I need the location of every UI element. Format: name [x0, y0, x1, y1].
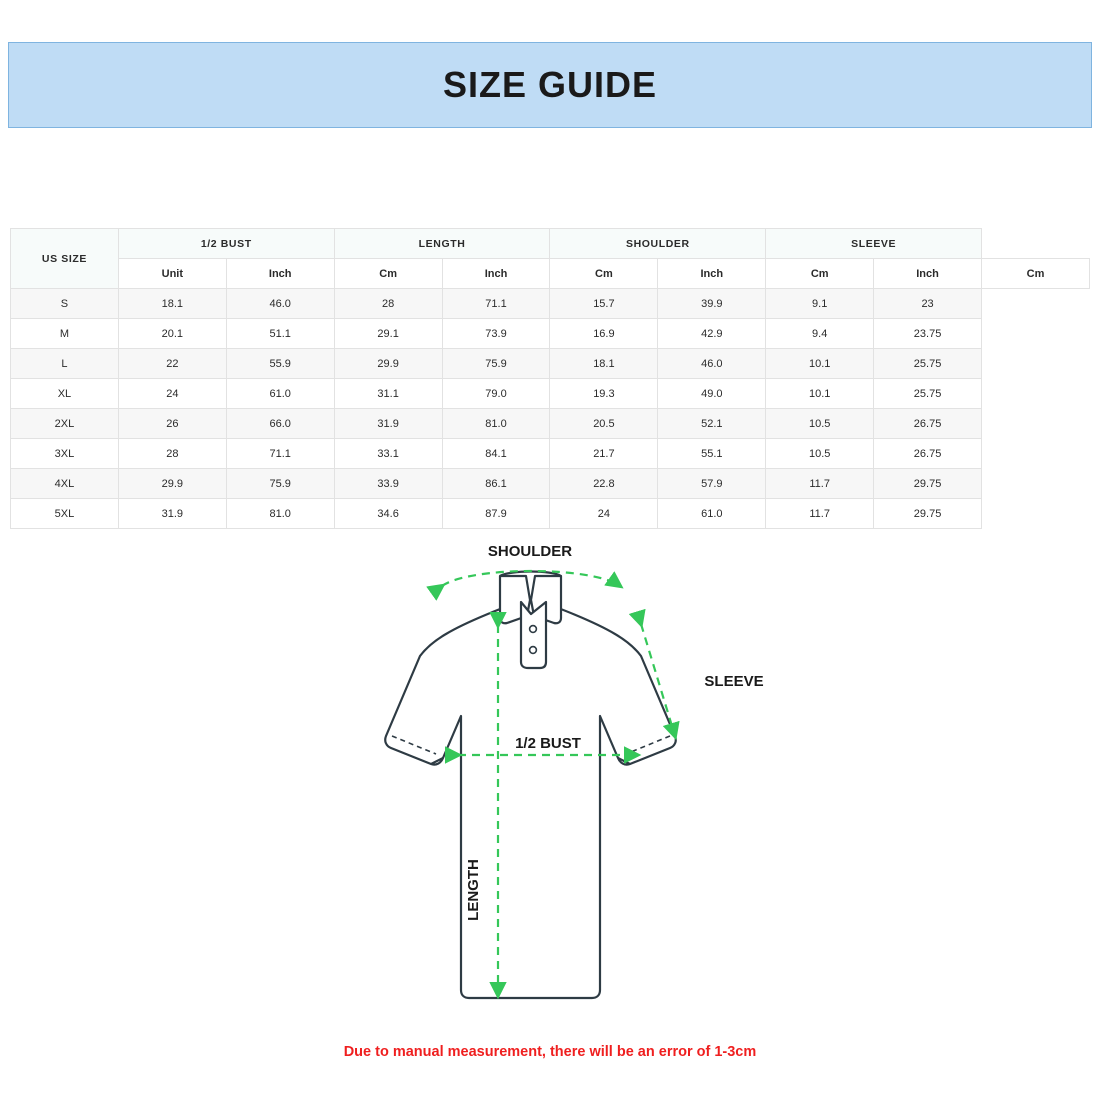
- unit-header-bust-inch: Inch: [226, 259, 334, 289]
- garment-measurement-diagram: [330, 540, 790, 1030]
- cell-bust-inch: 18.1: [118, 289, 226, 319]
- table-row: [11, 439, 1090, 469]
- cell-sleeve-cm: 29.75: [874, 469, 982, 499]
- group-header-bust: 1/2 BUST: [118, 229, 334, 259]
- shoulder-measure-arrow: [442, 571, 620, 586]
- cell-bust-inch: 24: [118, 379, 226, 409]
- cell-sleeve-inch: 10.5: [766, 439, 874, 469]
- table-row: [11, 379, 1090, 409]
- cell-sleeve-inch: 10.1: [766, 349, 874, 379]
- cell-bust-inch: 20.1: [118, 319, 226, 349]
- cell-size: 2XL: [11, 409, 119, 439]
- cell-sleeve-inch: 10.5: [766, 409, 874, 439]
- cell-bust-inch: 31.9: [118, 499, 226, 529]
- cell-sleeve-cm: 25.75: [874, 349, 982, 379]
- cell-bust-cm: 46.0: [226, 289, 334, 319]
- cell-length-inch: 28: [334, 289, 442, 319]
- cell-shoulder-inch: 18.1: [550, 349, 658, 379]
- size-table-container: [10, 228, 1090, 529]
- size-guide-banner: [8, 42, 1092, 128]
- group-header-shoulder: SHOULDER: [550, 229, 766, 259]
- table-row: [11, 319, 1090, 349]
- unit-header-shoulder-cm: Cm: [766, 259, 874, 289]
- table-row: [11, 469, 1090, 499]
- cell-sleeve-cm: 26.75: [874, 439, 982, 469]
- table-group-header-row: [11, 229, 1090, 259]
- cell-length-cm: 71.1: [442, 289, 550, 319]
- cell-size: XL: [11, 379, 119, 409]
- group-header-length: LENGTH: [334, 229, 550, 259]
- cell-shoulder-inch: 24: [550, 499, 658, 529]
- polo-shirt-outline: [385, 572, 676, 999]
- unit-header-sleeve-inch: Inch: [874, 259, 982, 289]
- table-row: [11, 499, 1090, 529]
- cell-bust-cm: 51.1: [226, 319, 334, 349]
- unit-header-shoulder-inch: Inch: [658, 259, 766, 289]
- cell-length-cm: 84.1: [442, 439, 550, 469]
- cell-bust-inch: 29.9: [118, 469, 226, 499]
- cell-length-inch: 33.1: [334, 439, 442, 469]
- cell-shoulder-cm: 42.9: [658, 319, 766, 349]
- cell-bust-inch: 28: [118, 439, 226, 469]
- measurement-disclaimer: Due to manual measurement, there will be an error of 1-3cm: [343, 1044, 757, 1060]
- cell-shoulder-cm: 61.0: [658, 499, 766, 529]
- cell-sleeve-inch: 9.1: [766, 289, 874, 319]
- cell-bust-inch: 26: [118, 409, 226, 439]
- cell-sleeve-cm: 26.75: [874, 409, 982, 439]
- cell-length-inch: 29.1: [334, 319, 442, 349]
- table-row: [11, 409, 1090, 439]
- cell-length-inch: 29.9: [334, 349, 442, 379]
- cell-shoulder-inch: 21.7: [550, 439, 658, 469]
- cell-bust-cm: 75.9: [226, 469, 334, 499]
- cell-length-inch: 33.9: [334, 469, 442, 499]
- table-unit-header-row: [11, 259, 1090, 289]
- cell-sleeve-inch: 11.7: [766, 469, 874, 499]
- cell-length-cm: 87.9: [442, 499, 550, 529]
- group-header-us-size: US SIZE: [11, 229, 119, 289]
- cell-shoulder-cm: 49.0: [658, 379, 766, 409]
- sleeve-label: SLEEVE: [704, 673, 764, 690]
- cell-sleeve-inch: 10.1: [766, 379, 874, 409]
- cell-size: L: [11, 349, 119, 379]
- cell-bust-cm: 66.0: [226, 409, 334, 439]
- shoulder-label: SHOULDER: [487, 543, 573, 560]
- unit-header-bust-cm: Cm: [334, 259, 442, 289]
- cell-bust-cm: 61.0: [226, 379, 334, 409]
- cell-sleeve-cm: 23.75: [874, 319, 982, 349]
- page-title: SIZE GUIDE: [442, 64, 658, 105]
- cell-bust-cm: 81.0: [226, 499, 334, 529]
- cell-shoulder-cm: 55.1: [658, 439, 766, 469]
- cell-bust-cm: 71.1: [226, 439, 334, 469]
- unit-header-length-cm: Cm: [550, 259, 658, 289]
- table-body: [11, 289, 1090, 529]
- cell-length-inch: 34.6: [334, 499, 442, 529]
- cell-sleeve-inch: 11.7: [766, 499, 874, 529]
- cell-size: 3XL: [11, 439, 119, 469]
- cell-size: M: [11, 319, 119, 349]
- cell-shoulder-cm: 52.1: [658, 409, 766, 439]
- cell-length-cm: 75.9: [442, 349, 550, 379]
- cell-size: 5XL: [11, 499, 119, 529]
- cell-shoulder-inch: 22.8: [550, 469, 658, 499]
- cell-length-cm: 86.1: [442, 469, 550, 499]
- group-header-sleeve: SLEEVE: [766, 229, 982, 259]
- cell-length-inch: 31.9: [334, 409, 442, 439]
- table-row: [11, 289, 1090, 319]
- unit-header-unit: Unit: [118, 259, 226, 289]
- cell-shoulder-cm: 57.9: [658, 469, 766, 499]
- size-table: [10, 228, 1090, 529]
- cell-shoulder-cm: 39.9: [658, 289, 766, 319]
- table-row: [11, 349, 1090, 379]
- cell-shoulder-inch: 15.7: [550, 289, 658, 319]
- cell-shoulder-cm: 46.0: [658, 349, 766, 379]
- cell-length-inch: 31.1: [334, 379, 442, 409]
- unit-header-sleeve-cm: Cm: [982, 259, 1090, 289]
- cell-shoulder-inch: 20.5: [550, 409, 658, 439]
- unit-header-length-inch: Inch: [442, 259, 550, 289]
- cell-sleeve-cm: 25.75: [874, 379, 982, 409]
- cell-size: S: [11, 289, 119, 319]
- cell-sleeve-cm: 29.75: [874, 499, 982, 529]
- cell-sleeve-cm: 23: [874, 289, 982, 319]
- cell-sleeve-inch: 9.4: [766, 319, 874, 349]
- cell-bust-cm: 55.9: [226, 349, 334, 379]
- cell-size: 4XL: [11, 469, 119, 499]
- cell-length-cm: 81.0: [442, 409, 550, 439]
- cell-length-cm: 73.9: [442, 319, 550, 349]
- cell-shoulder-inch: 19.3: [550, 379, 658, 409]
- cell-shoulder-inch: 16.9: [550, 319, 658, 349]
- table-head: [11, 229, 1090, 289]
- cell-bust-inch: 22: [118, 349, 226, 379]
- cell-length-cm: 79.0: [442, 379, 550, 409]
- length-label: LENGTH: [465, 859, 482, 921]
- bust-label: 1/2 BUST: [515, 735, 581, 752]
